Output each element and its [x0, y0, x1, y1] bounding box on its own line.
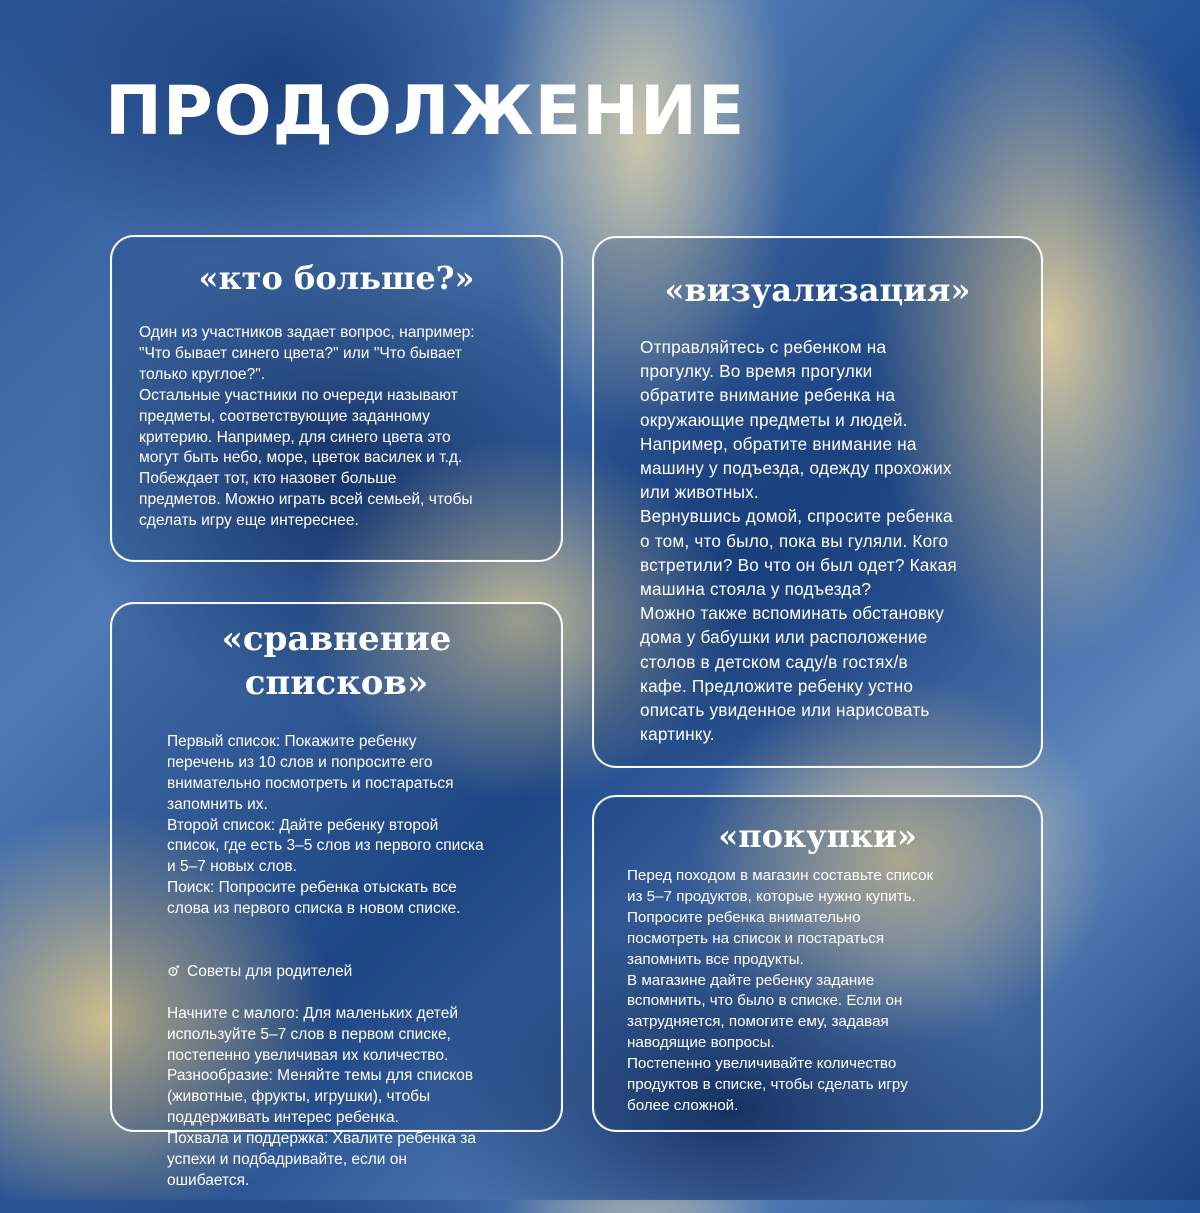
card-text-part-1: Первый список: Покажите ребенку перечень из 10 слов и попросите его внимательно посмотреть и постараться запомнить их. Второй список: Дайте ребенку второй список, где есть 3–5 слов из первого списка и 5–7 новых слов. Поиск: Попросите ребенка отыскать все слова из первого списка в новом списке. [167, 732, 484, 918]
card-title: «кто больше?» [198, 259, 475, 297]
card-title [132, 617, 541, 705]
card-text-part-2: Начните с малого: Для маленьких детей используйте 5–7 слов в первом списке, постепенно увеличивая их количество. Разнообразие: Меняйте темы для списков (животные, фрукты, игрушки), чтобы поддерживать интерес ребенка. Похвала и поддержка: Хвалите ребенка за успехи и подбадривайте, если он ошибается. [167, 1004, 476, 1189]
card-text: Перед походом в магазин составьте список из 5–7 продуктов, которые нужно купить. Попросите ребенка внимательно посмотреть на список и постараться запомнить все продукты. В магазине дайте ребенку задание вспомнить, что было в списке. Если он затрудняется, помогите ему, задавая наводящие вопросы. Постепенно увеличивайте количество продуктов в списке, чтобы сделать игру более сложной. [627, 867, 934, 1114]
card-title: «визуализация» [664, 271, 971, 309]
tips-heading-row [167, 941, 552, 983]
card-text: Один из участников задает вопрос, например: "Что бывает синего цвета?" или "Что бывает только круглое?". Остальные участники по очереди называют предметы, соответствующие заданному критерию. Например, для синего цвета это могут быть небо, море, цветок василек и т.д. Побеждает тот, кто назовет больше предметов. Можно играть всей семьей, чтобы сделать игру еще интереснее. [139, 324, 475, 530]
card-text: Отправляйтесь с ребенком на прогулку. Во время прогулки обратите внимание ребенка на окружающие предметы и людей. Например, обратите внимание на машину у подъезда, одежду прохожих или животных. Вернувшись домой, спросите ребенка о том, что было, пока вы гуляли. Кого встретили? Во что он был одет? Какая машина стояла у подъезда? Можно также вспоминать обстановку дома у бабушки или расположение столов в детском саду/в гостях/в кафе. Предложите ребенку устно описать увиденное или нарисовать картинку. [640, 337, 957, 745]
lightbulb-icon [167, 964, 181, 978]
card-shopping [592, 795, 1043, 1132]
card-title: «покупки» [718, 817, 917, 855]
card-visualization [592, 236, 1043, 768]
page-title: ПРОДОЛЖЕНИЕ [105, 72, 746, 151]
tips-heading: Советы для родителей [187, 962, 353, 980]
card-who-more [110, 235, 563, 562]
card-title-line-2: списков» [244, 663, 429, 703]
card-title-line-1: «сравнение [221, 619, 452, 659]
card-list-comparison [110, 602, 563, 1189]
card-text [167, 711, 552, 1213]
